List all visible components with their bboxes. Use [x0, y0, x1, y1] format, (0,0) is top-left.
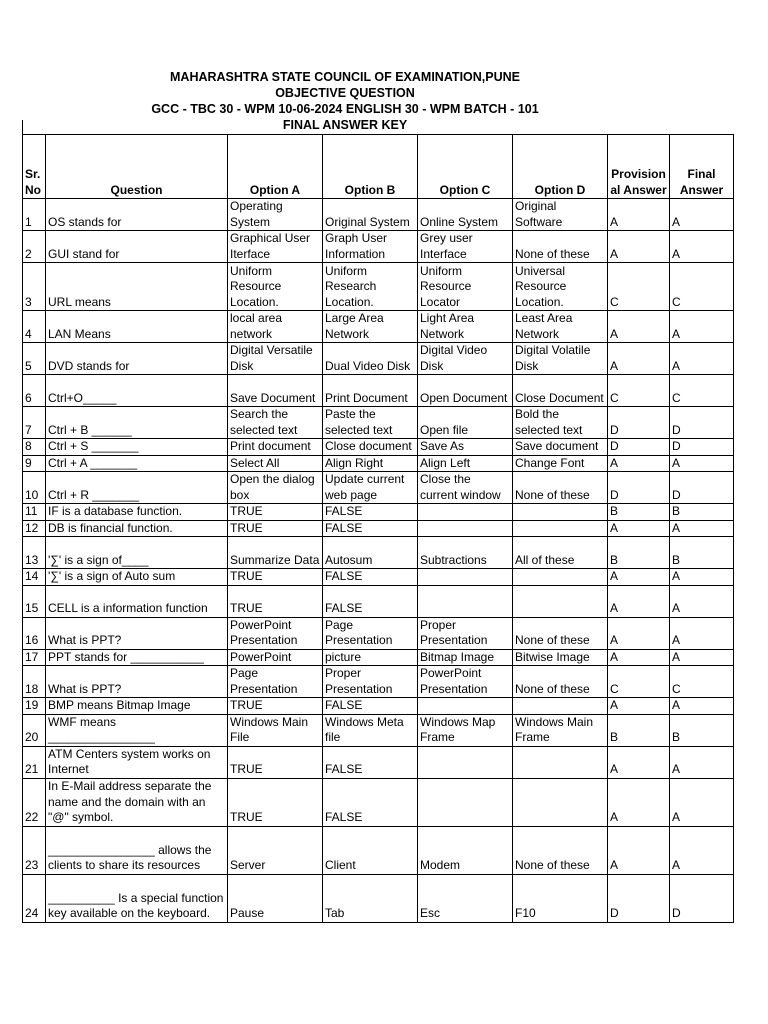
- divider: [22, 120, 23, 134]
- option-c-cell: Align Left: [418, 455, 513, 472]
- option-b-cell: Graph User Information: [323, 231, 418, 263]
- option-d-cell: Bitwise Image: [513, 649, 608, 666]
- final-answer-cell: B: [670, 504, 734, 521]
- question-cell: What is PPT?: [46, 666, 228, 698]
- option-d-cell: Save document: [513, 439, 608, 456]
- option-d-cell: [513, 569, 608, 586]
- sr-cell: 8: [23, 439, 46, 456]
- table-row: [23, 472, 734, 504]
- provisional-answer-cell: A: [608, 231, 670, 263]
- option-a-cell: Summarize Data: [228, 537, 323, 569]
- sr-cell: 1: [23, 199, 46, 231]
- final-answer-cell: A: [670, 649, 734, 666]
- table-row: [23, 343, 734, 375]
- option-d-cell: [513, 778, 608, 826]
- table-row: [23, 874, 734, 922]
- provisional-answer-cell: C: [608, 263, 670, 311]
- option-d-cell: Original Software: [513, 199, 608, 231]
- sr-cell: 6: [23, 375, 46, 407]
- col-header-provisional-answer: Provisional Answer: [608, 135, 670, 199]
- sr-cell: 22: [23, 778, 46, 826]
- provisional-answer-cell: A: [608, 585, 670, 617]
- option-a-cell: TRUE: [228, 569, 323, 586]
- col-header-option-c: Option C: [418, 135, 513, 199]
- sr-cell: 17: [23, 649, 46, 666]
- option-c-cell: Esc: [418, 874, 513, 922]
- option-a-cell: Save Document: [228, 375, 323, 407]
- option-a-cell: TRUE: [228, 504, 323, 521]
- option-b-cell: Page Presentation: [323, 617, 418, 649]
- option-b-cell: Update current web page: [323, 472, 418, 504]
- table-row: [23, 439, 734, 456]
- option-d-cell: Close Document: [513, 375, 608, 407]
- option-b-cell: Tab: [323, 874, 418, 922]
- final-answer-cell: A: [670, 778, 734, 826]
- option-c-cell: [418, 746, 513, 778]
- provisional-answer-cell: A: [608, 455, 670, 472]
- option-d-cell: None of these: [513, 231, 608, 263]
- option-a-cell: PowerPoint Presentation: [228, 617, 323, 649]
- question-cell: Ctrl + R _______: [46, 472, 228, 504]
- table-row: [23, 537, 734, 569]
- option-b-cell: Windows Meta file: [323, 714, 418, 746]
- option-c-cell: [418, 504, 513, 521]
- option-a-cell: TRUE: [228, 698, 323, 715]
- option-d-cell: Windows Main Frame: [513, 714, 608, 746]
- answer-key-table: [22, 134, 734, 923]
- option-c-cell: [418, 698, 513, 715]
- provisional-answer-cell: B: [608, 504, 670, 521]
- question-cell: LAN Means: [46, 311, 228, 343]
- question-cell: Ctrl+O_____: [46, 375, 228, 407]
- option-c-cell: Open Document: [418, 375, 513, 407]
- sr-cell: 2: [23, 231, 46, 263]
- question-cell: '∑' is a sign of____: [46, 537, 228, 569]
- table-row: [23, 504, 734, 521]
- sr-cell: 19: [23, 698, 46, 715]
- final-answer-cell: A: [670, 585, 734, 617]
- option-a-cell: Server: [228, 826, 323, 874]
- sr-cell: 15: [23, 585, 46, 617]
- table-row: [23, 231, 734, 263]
- question-cell: '∑' is a sign of Auto sum: [46, 569, 228, 586]
- option-a-cell: Windows Main File: [228, 714, 323, 746]
- final-answer-cell: D: [670, 472, 734, 504]
- question-cell: DB is financial function.: [46, 520, 228, 537]
- option-a-cell: TRUE: [228, 520, 323, 537]
- sr-cell: 4: [23, 311, 46, 343]
- option-d-cell: Bold the selected text: [513, 407, 608, 439]
- table-row: [23, 263, 734, 311]
- option-a-cell: Page Presentation: [228, 666, 323, 698]
- sr-cell: 24: [23, 874, 46, 922]
- provisional-answer-cell: A: [608, 698, 670, 715]
- sr-cell: 18: [23, 666, 46, 698]
- sr-cell: 9: [23, 455, 46, 472]
- provisional-answer-cell: A: [608, 826, 670, 874]
- exam-details: GCC - TBC 30 - WPM 10-06-2024 ENGLISH 30 - WPM BATCH - 101: [151, 102, 539, 116]
- option-b-cell: Uniform Research Location.: [323, 263, 418, 311]
- option-d-cell: [513, 585, 608, 617]
- option-d-cell: Least Area Network: [513, 311, 608, 343]
- option-d-cell: All of these: [513, 537, 608, 569]
- option-a-cell: Graphical User Iterface: [228, 231, 323, 263]
- provisional-answer-cell: C: [608, 375, 670, 407]
- table-row: [23, 585, 734, 617]
- provisional-answer-cell: A: [608, 778, 670, 826]
- table-row: [23, 311, 734, 343]
- option-a-cell: Digital Versatile Disk: [228, 343, 323, 375]
- option-c-cell: [418, 520, 513, 537]
- final-answer-cell: A: [670, 343, 734, 375]
- question-cell: URL means: [46, 263, 228, 311]
- sr-cell: 10: [23, 472, 46, 504]
- document-subtitle: OBJECTIVE QUESTION: [275, 86, 415, 100]
- question-cell: BMP means Bitmap Image: [46, 698, 228, 715]
- option-a-cell: TRUE: [228, 585, 323, 617]
- sr-cell: 12: [23, 520, 46, 537]
- option-c-cell: Digital Video Disk: [418, 343, 513, 375]
- final-answer-cell: A: [670, 698, 734, 715]
- option-c-cell: Bitmap Image: [418, 649, 513, 666]
- option-b-cell: Original System: [323, 199, 418, 231]
- final-answer-cell: D: [670, 407, 734, 439]
- table-row: [23, 407, 734, 439]
- final-answer-cell: A: [670, 311, 734, 343]
- sr-cell: 20: [23, 714, 46, 746]
- option-b-cell: Align Right: [323, 455, 418, 472]
- question-cell: Ctrl + A _______: [46, 455, 228, 472]
- answer-key-heading: FINAL ANSWER KEY: [282, 118, 408, 132]
- provisional-answer-cell: A: [608, 520, 670, 537]
- final-answer-cell: B: [670, 714, 734, 746]
- table-row: [23, 455, 734, 472]
- final-answer-cell: C: [670, 375, 734, 407]
- table-header-row: [23, 135, 734, 199]
- document-title: MAHARASHTRA STATE COUNCIL OF EXAMINATION,PUNE: [170, 70, 520, 84]
- sr-cell: 23: [23, 826, 46, 874]
- option-a-cell: Print document: [228, 439, 323, 456]
- question-cell: Ctrl + S _______: [46, 439, 228, 456]
- option-d-cell: [513, 504, 608, 521]
- option-d-cell: [513, 698, 608, 715]
- option-d-cell: None of these: [513, 617, 608, 649]
- col-header-final-answer: Final Answer: [670, 135, 734, 199]
- question-cell: GUI stand for: [46, 231, 228, 263]
- provisional-answer-cell: A: [608, 311, 670, 343]
- table-row: [23, 520, 734, 537]
- option-c-cell: Uniform Resource Locator: [418, 263, 513, 311]
- option-b-cell: Print Document: [323, 375, 418, 407]
- question-cell: DVD stands for: [46, 343, 228, 375]
- provisional-answer-cell: C: [608, 666, 670, 698]
- option-c-cell: Windows Map Frame: [418, 714, 513, 746]
- option-a-cell: Search the selected text: [228, 407, 323, 439]
- provisional-answer-cell: D: [608, 472, 670, 504]
- option-d-cell: None of these: [513, 666, 608, 698]
- provisional-answer-cell: D: [608, 439, 670, 456]
- question-cell: CELL is a information function: [46, 585, 228, 617]
- table-row: [23, 375, 734, 407]
- col-header-option-d: Option D: [513, 135, 608, 199]
- final-answer-cell: A: [670, 199, 734, 231]
- option-a-cell: Operating System: [228, 199, 323, 231]
- sr-cell: 21: [23, 746, 46, 778]
- provisional-answer-cell: D: [608, 407, 670, 439]
- provisional-answer-cell: A: [608, 617, 670, 649]
- final-answer-cell: C: [670, 666, 734, 698]
- final-answer-cell: A: [670, 231, 734, 263]
- option-a-cell: Select All: [228, 455, 323, 472]
- option-b-cell: FALSE: [323, 778, 418, 826]
- final-answer-cell: C: [670, 263, 734, 311]
- option-b-cell: Paste the selected text: [323, 407, 418, 439]
- option-c-cell: Light Area Network: [418, 311, 513, 343]
- option-a-cell: PowerPoint: [228, 649, 323, 666]
- option-a-cell: Open the dialog box: [228, 472, 323, 504]
- option-a-cell: TRUE: [228, 746, 323, 778]
- option-c-cell: Grey user Interface: [418, 231, 513, 263]
- sr-cell: 7: [23, 407, 46, 439]
- option-d-cell: Change Font: [513, 455, 608, 472]
- table-row: [23, 569, 734, 586]
- option-c-cell: Close the current window: [418, 472, 513, 504]
- question-cell: WMF means ________________: [46, 714, 228, 746]
- option-d-cell: Digital Volatile Disk: [513, 343, 608, 375]
- question-cell: OS stands for: [46, 199, 228, 231]
- final-answer-cell: A: [670, 455, 734, 472]
- option-c-cell: [418, 585, 513, 617]
- sr-cell: 14: [23, 569, 46, 586]
- final-answer-cell: A: [670, 617, 734, 649]
- table-row: [23, 778, 734, 826]
- option-c-cell: Modem: [418, 826, 513, 874]
- table-row: [23, 199, 734, 231]
- question-cell: IF is a database function.: [46, 504, 228, 521]
- option-a-cell: local area network: [228, 311, 323, 343]
- option-b-cell: FALSE: [323, 698, 418, 715]
- option-d-cell: None of these: [513, 472, 608, 504]
- question-cell: ATM Centers system works on Internet: [46, 746, 228, 778]
- option-c-cell: Subtractions: [418, 537, 513, 569]
- option-c-cell: Online System: [418, 199, 513, 231]
- sr-cell: 3: [23, 263, 46, 311]
- option-b-cell: Proper Presentation: [323, 666, 418, 698]
- option-d-cell: [513, 746, 608, 778]
- col-header-option-a: Option A: [228, 135, 323, 199]
- provisional-answer-cell: A: [608, 343, 670, 375]
- option-d-cell: None of these: [513, 826, 608, 874]
- option-b-cell: FALSE: [323, 520, 418, 537]
- option-b-cell: FALSE: [323, 746, 418, 778]
- table-row: [23, 714, 734, 746]
- option-a-cell: Uniform Resource Location.: [228, 263, 323, 311]
- provisional-answer-cell: A: [608, 569, 670, 586]
- question-cell: What is PPT?: [46, 617, 228, 649]
- option-b-cell: Dual Video Disk: [323, 343, 418, 375]
- option-c-cell: [418, 778, 513, 826]
- option-c-cell: [418, 569, 513, 586]
- option-b-cell: Large Area Network: [323, 311, 418, 343]
- provisional-answer-cell: B: [608, 537, 670, 569]
- option-b-cell: Autosum: [323, 537, 418, 569]
- question-cell: In E-Mail address separate the name and the domain with an "@" symbol.: [46, 778, 228, 826]
- table-row: [23, 666, 734, 698]
- option-b-cell: FALSE: [323, 569, 418, 586]
- option-b-cell: Client: [323, 826, 418, 874]
- option-c-cell: PowerPoint Presentation: [418, 666, 513, 698]
- option-c-cell: Open file: [418, 407, 513, 439]
- final-answer-cell: A: [670, 746, 734, 778]
- option-a-cell: Pause: [228, 874, 323, 922]
- question-cell: ________________ allows the clients to share its resources: [46, 826, 228, 874]
- final-answer-cell: A: [670, 520, 734, 537]
- provisional-answer-cell: D: [608, 874, 670, 922]
- final-answer-cell: A: [670, 826, 734, 874]
- col-header-sr: Sr. No: [23, 135, 46, 199]
- option-d-cell: Universal Resource Location.: [513, 263, 608, 311]
- option-d-cell: F10: [513, 874, 608, 922]
- sr-cell: 16: [23, 617, 46, 649]
- sr-cell: 13: [23, 537, 46, 569]
- provisional-answer-cell: A: [608, 746, 670, 778]
- final-answer-cell: D: [670, 874, 734, 922]
- sr-cell: 5: [23, 343, 46, 375]
- option-c-cell: Save As: [418, 439, 513, 456]
- option-b-cell: FALSE: [323, 585, 418, 617]
- option-d-cell: [513, 520, 608, 537]
- col-header-question: Question: [46, 135, 228, 199]
- table-row: [23, 826, 734, 874]
- provisional-answer-cell: A: [608, 649, 670, 666]
- col-header-option-b: Option B: [323, 135, 418, 199]
- provisional-answer-cell: B: [608, 714, 670, 746]
- table-row: [23, 617, 734, 649]
- option-a-cell: TRUE: [228, 778, 323, 826]
- final-answer-cell: D: [670, 439, 734, 456]
- provisional-answer-cell: A: [608, 199, 670, 231]
- option-c-cell: Proper Presentation: [418, 617, 513, 649]
- question-cell: __________ Is a special function key available on the keyboard.: [46, 874, 228, 922]
- question-cell: PPT stands for ___________: [46, 649, 228, 666]
- final-answer-cell: B: [670, 537, 734, 569]
- option-b-cell: picture: [323, 649, 418, 666]
- table-row: [23, 649, 734, 666]
- option-b-cell: FALSE: [323, 504, 418, 521]
- option-b-cell: Close document: [323, 439, 418, 456]
- final-answer-cell: A: [670, 569, 734, 586]
- sr-cell: 11: [23, 504, 46, 521]
- table-row: [23, 698, 734, 715]
- question-cell: Ctrl + B ______: [46, 407, 228, 439]
- table-row: [23, 746, 734, 778]
